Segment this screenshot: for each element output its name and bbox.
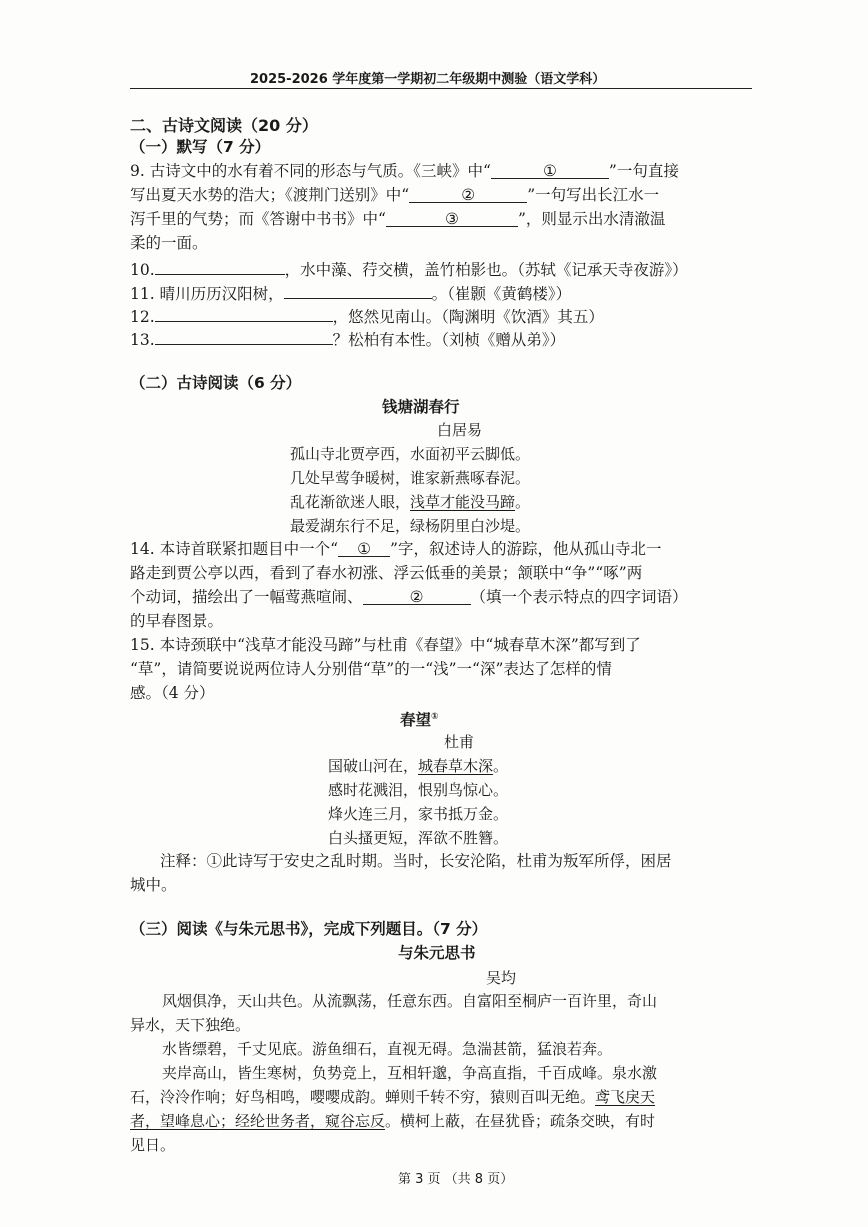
poem2-note-cont: 城中。 xyxy=(130,876,177,894)
poem2-line: 国破山河在，城春草木深。 xyxy=(328,757,509,775)
essay-paragraph: 水皆缥碧，千丈见底。游鱼细石，直视无碍。急湍甚箭，猛浪若奔。 xyxy=(162,1040,613,1058)
answer-blank[interactable]: ① xyxy=(491,160,609,179)
essay-author: 吴均 xyxy=(486,969,517,987)
poem2-line: 白头搔更短，浑欲不胜簪。 xyxy=(328,829,509,847)
poem1-line: 乱花渐欲迷人眼，浅草才能没马蹄。 xyxy=(290,493,531,511)
poem2-line: 感时花溅泪，恨别鸟惊心。 xyxy=(328,781,509,799)
question-14-line2: 路走到贾公亭以西，看到了春水初涨、浮云低垂的美景；颔联中“争”“啄”两 xyxy=(130,564,643,582)
poem1-author: 白居易 xyxy=(437,421,483,439)
question-9-line2: 写出夏天水势的浩大；《渡荆门送别》中“ ② ”一句写出长江水一 xyxy=(130,186,660,204)
question-15-line2: “草”，请简要说说两位诗人分别借“草”的一“浅”一“深”表达了怎样的情 xyxy=(130,660,612,678)
question-13: 13. ？松柏有本性。（刘桢《赠从弟》） xyxy=(130,326,565,352)
question-15-line1: 15. 本诗颈联中“浅草才能没马蹄”与杜甫《春望》中“城春草木深”都写到了 xyxy=(130,636,641,654)
poem2-note: 注释：①此诗写于安史之乱时期。当时，长安沦陷，杜甫为叛军所俘，困居 xyxy=(160,852,672,870)
question-11: 11. 晴川历历汉阳树， 。（崔颢《黄鹤楼》） xyxy=(130,280,571,306)
section-title: 二、古诗文阅读（20 分） xyxy=(130,116,318,135)
answer-blank[interactable]: ③ xyxy=(386,208,518,227)
part1-title: （一）默写（7 分） xyxy=(130,138,271,156)
answer-blank[interactable] xyxy=(284,280,432,299)
essay-paragraph: 夹岸高山，皆生寒树，负势竞上，互相轩邈，争高直指，千百成峰。泉水激 xyxy=(162,1064,658,1082)
question-10: 10. ，水中藻、荇交横，盖竹柏影也。（苏轼《记承天寺夜游》） xyxy=(130,256,688,282)
question-9-line3: 泻千里的气势；而《答谢中书书》中“ ③ ”，则显示出水清澈温 xyxy=(130,210,666,228)
part3-title: （三）阅读《与朱元思书》，完成下列题目。（7 分） xyxy=(130,920,488,938)
question-14-line3: 个动词，描绘出了一幅莺燕喧闹、 ② （填一个表示特点的四字词语） xyxy=(130,588,688,606)
answer-blank[interactable] xyxy=(155,326,333,345)
essay-paragraph-cont: 者，望峰息心；经纶世务者，窥谷忘反。横柯上蔽，在昼犹昏；疏条交映，有时 xyxy=(130,1112,656,1130)
underlined-phrase: 浅草才能没马蹄 xyxy=(410,493,516,511)
answer-blank[interactable]: ② xyxy=(409,184,527,203)
poem2-title: 春望① xyxy=(400,711,439,730)
answer-blank[interactable] xyxy=(155,256,285,275)
answer-blank[interactable]: ② xyxy=(363,586,471,605)
poem1-line: 几处早莺争暖树，谁家新燕啄春泥。 xyxy=(290,469,531,487)
underlined-phrase: 鸢飞戾天 xyxy=(595,1088,656,1106)
page-footer: 第 3 页 （共 8 页） xyxy=(398,1172,514,1187)
question-12: 12. ，悠然见南山。（陶渊明《饮酒》其五） xyxy=(130,303,604,329)
question-14-line1: 14. 本诗首联紧扣题目中一个“ ① ”字，叙述诗人的游踪，他从孤山寺北一 xyxy=(130,540,662,558)
essay-paragraph-cont: 见日。 xyxy=(130,1136,176,1154)
page-header: 2025-2026 学年度第一学期初二年级期中测验（语文学科） xyxy=(250,72,606,87)
essay-paragraph-cont: 异水，天下独绝。 xyxy=(130,1016,251,1034)
footnote-marker: ① xyxy=(431,712,439,722)
poem2-author: 杜甫 xyxy=(444,733,475,751)
essay-title: 与朱元思书 xyxy=(398,944,476,962)
question-9-line4: 柔的一面。 xyxy=(130,234,208,252)
poem2-line: 烽火连三月，家书抵万金。 xyxy=(328,805,509,823)
essay-paragraph-cont: 石，泠泠作响；好鸟相鸣，嘤嘤成韵。蝉则千转不穷，猿则百叫无绝。鸢飞戾天 xyxy=(130,1088,656,1106)
underlined-phrase: 城春草木深 xyxy=(418,757,494,775)
underlined-phrase: 者，望峰息心；经纶世务者，窥谷忘反 xyxy=(130,1112,386,1130)
header-rule xyxy=(130,88,752,89)
question-15-line3: 感。（4 分） xyxy=(130,684,215,702)
answer-blank[interactable] xyxy=(155,303,333,322)
question-9-line1: 9. 古诗文中的水有着不同的形态与气质。《三峡》中“ ① ”一句直接 xyxy=(130,162,679,180)
poem1-title: 钱塘湖春行 xyxy=(382,398,460,416)
answer-blank[interactable]: ① xyxy=(338,538,390,557)
part2-title: （二）古诗阅读（6 分） xyxy=(130,374,302,392)
poem1-line: 最爱湖东行不足，绿杨阴里白沙堤。 xyxy=(290,517,531,535)
question-14-line4: 的早春图景。 xyxy=(130,612,224,630)
essay-paragraph: 风烟俱净，天山共色。从流飘荡，任意东西。自富阳至桐庐一百许里，奇山 xyxy=(162,992,658,1010)
poem1-line: 孤山寺北贾亭西，水面初平云脚低。 xyxy=(290,445,531,463)
